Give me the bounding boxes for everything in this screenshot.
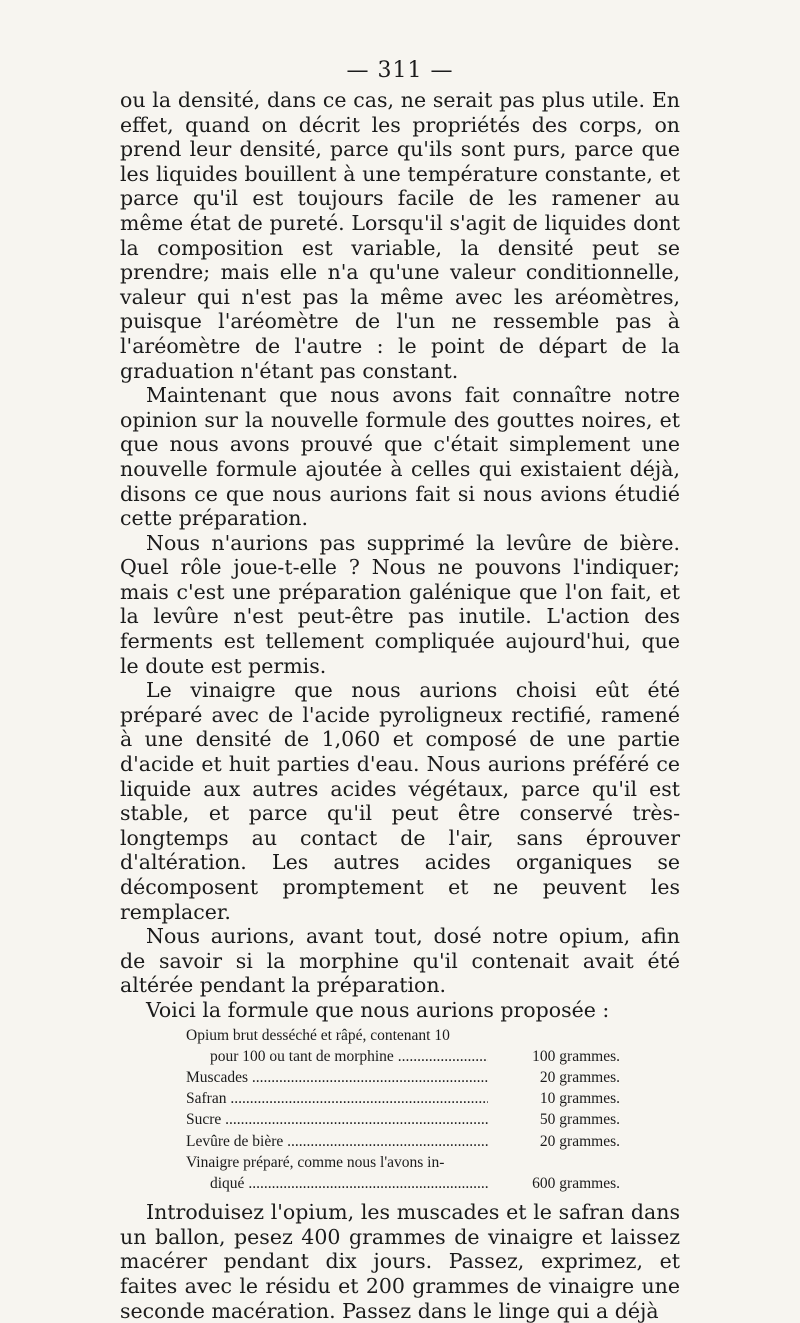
paragraphs-before <box>120 88 680 1023</box>
recipe-formula <box>120 1025 680 1195</box>
recipe-row <box>120 1025 680 1046</box>
page-number: — 311 — <box>346 58 454 83</box>
body-text <box>120 88 680 1323</box>
recipe-quantity: 20 grammes. <box>539 1132 620 1150</box>
recipe-row <box>120 1131 680 1152</box>
recipe-ingredient: Opium brut desséché et râpé, contenant 10 <box>186 1026 450 1044</box>
recipe-ingredient: Sucre ..... <box>120 1109 488 1130</box>
recipe-row <box>120 1046 680 1067</box>
paragraph-p6: Voici la formule que nous aurions proposée : <box>146 997 610 1022</box>
paragraph-p4: Le vinaigre que nous aurions choisi eût été préparé avec de l'acide pyroligneux rectifié, ramené à une densité de 1,060 et composé de une partie d'acide et huit parties d'eau. Nous aurions préféré ce liquide aux autres acides végétaux, parce qu'il est stable, et parce qu'il peut être conservé très-longtemps au contact de l'air, sans éprouver d'altération. Les autres acides organiques se décomposent promptement et ne peuvent les remplacer. <box>120 678 680 924</box>
recipe-quantity: 100 grammes. <box>532 1047 620 1065</box>
recipe-quantity: 10 grammes. <box>539 1090 620 1108</box>
recipe-row <box>120 1088 680 1109</box>
recipe-quantity: 20 grammes. <box>539 1068 620 1086</box>
paragraph-p7: Introduisez l'opium, les muscades et le safran dans un ballon, pesez 400 grammes de vinaigre et laissez macérer pendant dix jours. Passez, exprimez, et faites avec le résidu et 200 grammes de vinaigre une seconde macération. Passez dans le linge qui a déjà <box>120 1200 680 1323</box>
paragraph-p5: Nous aurions, avant tout, dosé notre opium, afin de savoir si la morphine qu'il contenait avait été altérée pendant la préparation. <box>120 924 680 998</box>
recipe-ingredient: Levûre de bière ..... <box>120 1131 488 1152</box>
recipe-row <box>120 1152 680 1173</box>
recipe-ingredient: Safran ..... <box>120 1088 488 1109</box>
recipe-row <box>120 1173 680 1194</box>
recipe-quantity: 50 grammes. <box>539 1111 620 1129</box>
recipe-ingredient: diqué ..... <box>120 1173 488 1194</box>
recipe-ingredient: Vinaigre préparé, comme nous l'avons in- <box>186 1153 445 1171</box>
recipe-ingredient: Muscades ..... <box>120 1067 488 1088</box>
paragraph-p1: ou la densité, dans ce cas, ne serait pas plus utile. En effet, quand on décrit les propriétés des corps, on prend leur densité, parce qu'ils sont purs, parce que les liquides bouillent à une température constante, et parce qu'il est toujours facile de les ramener au même état de pureté. Lorsqu'il s'agit de liquides dont la composition est variable, la densité peut se prendre; mais elle n'a qu'une valeur conditionnelle, valeur qui n'est pas la même avec les aréomètres, puisque l'aréomètre de l'un ne ressemble pas à l'aréomètre de l'autre : le point de départ de la graduation n'étant pas constant. <box>120 88 680 383</box>
recipe-row <box>120 1109 680 1130</box>
recipe-ingredient: pour 100 ou tant de morphine ..... <box>120 1046 488 1067</box>
paragraph-p3: Nous n'aurions pas supprimé la levûre de bière. Quel rôle joue-t-elle ? Nous ne pouvons l'indiquer; mais c'est une préparation galénique que l'on fait, et la levûre n'est peut-être pas inutile. L'action des ferments est tellement compliquée aujourd'hui, que le doute est permis. <box>120 530 680 678</box>
recipe-quantity: 600 grammes. <box>532 1174 620 1192</box>
recipe-row <box>120 1067 680 1088</box>
paragraph-p2: Maintenant que nous avons fait connaître notre opinion sur la nouvelle formule des gouttes noires, et que nous avons prouvé que c'était simplement une nouvelle formule ajoutée à celles qui existaient déjà, disons ce que nous aurions fait si nous avions étudié cette préparation. <box>120 383 680 531</box>
